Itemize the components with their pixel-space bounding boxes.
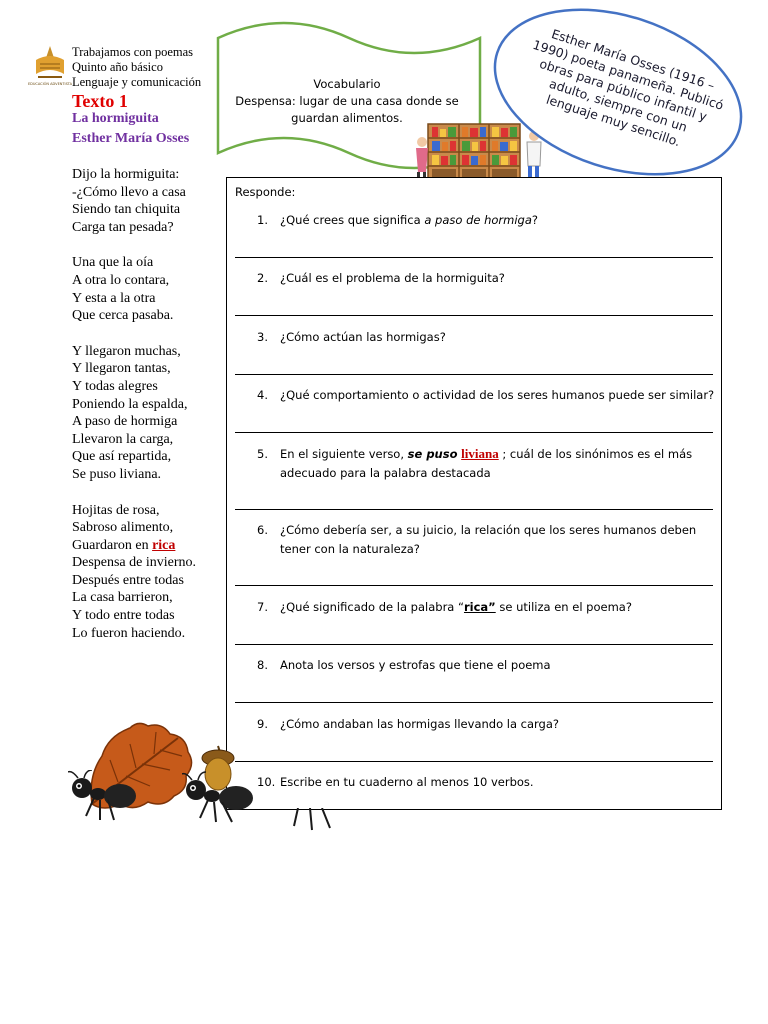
- verse: Después entre todas: [72, 572, 184, 588]
- verse: A paso de hormiga: [72, 414, 178, 430]
- question-2: [257, 269, 707, 288]
- verse: Y esta a la otra: [72, 290, 156, 306]
- verse: Una que la oía: [72, 255, 154, 271]
- question-number: 5.: [257, 447, 268, 461]
- verse: A otra lo contara,: [72, 272, 170, 288]
- question-text: ¿Cómo actúan las hormigas?: [280, 330, 446, 344]
- question-number: 9.: [257, 717, 268, 731]
- questions-box: [226, 177, 722, 810]
- question-text: ¿Cómo debería ser, a su juicio, la relación que los seres humanos deben: [280, 523, 697, 537]
- verse: Que cerca pasaba.: [72, 308, 174, 324]
- underlined-word-rica: rica”: [463, 600, 496, 614]
- question-5: [257, 444, 707, 483]
- highlighted-word-liviana: liviana: [461, 446, 499, 461]
- verse: [72, 537, 232, 555]
- header-course: Trabajamos con poemas: [72, 45, 194, 59]
- verse: Despensa de invierno.: [72, 555, 197, 571]
- question-1: [257, 211, 707, 230]
- question-9: [257, 715, 707, 734]
- header-grade: Quinto año básico: [72, 60, 163, 74]
- ant-illustration-2: [182, 770, 262, 828]
- verse: La casa barrieron,: [72, 590, 173, 606]
- ant-illustration-1: [68, 770, 140, 828]
- verse: Y llegaron muchas,: [72, 343, 181, 359]
- question-7: [257, 598, 707, 617]
- stanza-2: [72, 254, 232, 324]
- answer-line-8[interactable]: [235, 702, 713, 703]
- question-number: 8.: [257, 658, 268, 672]
- question-text-line2: tener con la naturaleza?: [280, 542, 420, 556]
- poem-author: Esther María Osses: [72, 131, 190, 146]
- answer-line-6[interactable]: [235, 585, 713, 586]
- verse: Y llegaron tantas,: [72, 361, 171, 377]
- verse: Poniendo la espalda,: [72, 396, 188, 412]
- stanza-3: [72, 343, 232, 484]
- question-text: Escribe en tu cuaderno al menos 10 verbos.: [280, 775, 534, 789]
- verse: Siendo tan chiquita: [72, 202, 181, 218]
- answer-line-5[interactable]: [235, 509, 713, 510]
- verse: Dijo la hormiguita:: [72, 167, 180, 182]
- question-text: Anota los versos y estrofas que tiene el poema: [280, 658, 551, 672]
- question-8: [257, 656, 707, 675]
- question-text-end: ; cuál de los sinónimos es el más: [498, 447, 693, 461]
- stanza-1: [72, 166, 232, 236]
- verse: Que así repartida,: [72, 449, 172, 465]
- answer-line-2[interactable]: [235, 315, 713, 316]
- question-number: 7.: [257, 600, 268, 614]
- question-text: ¿Qué comportamiento o actividad de los seres humanos puede ser similar?: [280, 388, 715, 402]
- answer-line-7[interactable]: [235, 644, 713, 645]
- verse: Sabroso alimento,: [72, 520, 174, 536]
- question-text: ¿Qué significado de la palabra “: [280, 600, 464, 614]
- answer-line-9[interactable]: [235, 761, 713, 762]
- question-text: ¿Qué crees que significa: [280, 213, 425, 227]
- question-4: [257, 386, 727, 405]
- question-6: [257, 521, 707, 559]
- verse: Se puso liviana.: [72, 466, 162, 482]
- highlighted-word-rica: rica: [152, 537, 176, 553]
- question-emphasis: a paso de hormiga: [424, 213, 532, 227]
- answer-line-1[interactable]: [235, 257, 713, 258]
- verse: Llevaron la carga,: [72, 431, 174, 447]
- question-emphasis: se puso: [407, 447, 458, 461]
- verse: Carga tan pesada?: [72, 219, 174, 235]
- verse: -¿Cómo llevo a casa: [72, 184, 186, 200]
- question-number: 6.: [257, 523, 268, 537]
- question-10: [257, 773, 707, 792]
- question-text: En el siguiente verso,: [280, 447, 408, 461]
- author-bio: Esther María Osses (1916 – 1990) poeta panameña. Publicó obras para público infantil y adulto, siempre con un lenguaje muy sencillo.: [530, 26, 726, 150]
- poem-title: La hormiguita: [72, 111, 159, 126]
- question-text-end: se utiliza en el poema?: [495, 600, 632, 614]
- question-number: 2.: [257, 271, 268, 285]
- stanza-4: [72, 502, 232, 643]
- header-subject: Lenguaje y comunicación: [72, 75, 202, 89]
- vocab-heading: Vocabulario: [313, 77, 381, 91]
- question-number: 10.: [257, 775, 276, 789]
- questions-heading: Responde:: [235, 185, 296, 199]
- vocab-definition: Despensa: lugar de una casa donde se guardan alimentos.: [235, 94, 459, 125]
- verse: Lo fueron haciendo.: [72, 625, 186, 641]
- poem-body: [72, 166, 232, 660]
- question-3: [257, 328, 707, 347]
- question-text-end: ?: [531, 213, 539, 227]
- ant-illustration-3: [292, 808, 344, 834]
- question-text-line2: adecuado para la palabra destacada: [280, 466, 491, 480]
- verse: Y todas alegres: [72, 378, 158, 394]
- answer-line-4[interactable]: [235, 432, 713, 433]
- question-text: ¿Cómo andaban las hormigas llevando la carga?: [280, 717, 560, 731]
- school-logo: [27, 44, 73, 92]
- verse: Y todo entre todas: [72, 608, 175, 624]
- text-label: Texto 1: [72, 91, 128, 111]
- verse-text: Guardaron en: [72, 537, 153, 553]
- question-text: ¿Cuál es el problema de la hormiguita?: [280, 271, 505, 285]
- verse: Hojitas de rosa,: [72, 502, 160, 518]
- logo-text: EDUCACIÓN ADVENTISTA: [27, 82, 73, 86]
- question-number: 3.: [257, 330, 268, 344]
- answer-line-3[interactable]: [235, 374, 713, 375]
- question-number: 4.: [257, 388, 268, 402]
- question-number: 1.: [257, 213, 268, 227]
